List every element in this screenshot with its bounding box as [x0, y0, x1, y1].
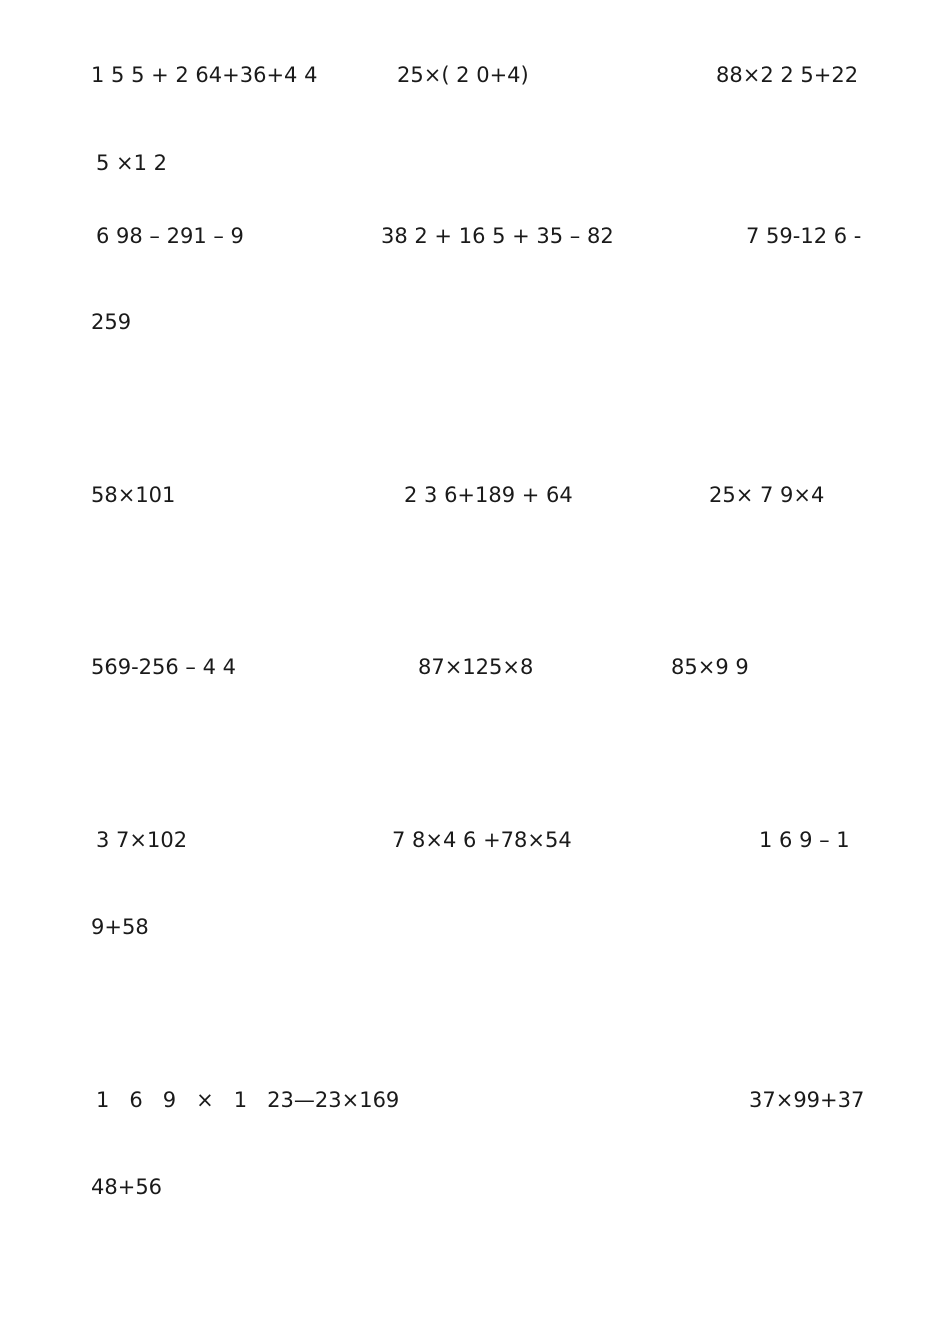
problem-7: 58×101 [91, 483, 176, 507]
problem-12: 85×9 9 [671, 655, 749, 679]
problem-15: 1 6 9 – 1 [759, 828, 850, 852]
problem-11: 87×125×8 [418, 655, 534, 679]
problem-6: 7 59-12 6 - [746, 224, 862, 248]
problem-14: 7 8×4 6 +78×54 [392, 828, 572, 852]
problem-6-continued: 259 [91, 310, 132, 334]
problem-15-continued: 9+58 [91, 915, 149, 939]
problem-1-continued: 5 ×1 2 [96, 151, 168, 175]
problem-13: 3 7×102 [96, 828, 188, 852]
problem-5: 38 2 + 16 5 + 35 – 82 [381, 224, 614, 248]
problem-8: 2 3 6+189 + 64 [404, 483, 573, 507]
problem-18: 48+56 [91, 1175, 163, 1199]
problem-4: 6 98 – 291 – 9 [96, 224, 244, 248]
problem-9: 25× 7 9×4 [709, 483, 825, 507]
problem-1: 1 5 5 + 2 64+36+4 4 [91, 63, 318, 87]
problem-16: 1 6 9 × 1 23—23×169 [96, 1088, 400, 1112]
problem-3: 88×2 2 5+22 [716, 63, 859, 87]
problem-17: 37×99+37 [749, 1088, 865, 1112]
problem-2: 25×( 2 0+4) [397, 63, 529, 87]
problem-10: 569-256 – 4 4 [91, 655, 236, 679]
